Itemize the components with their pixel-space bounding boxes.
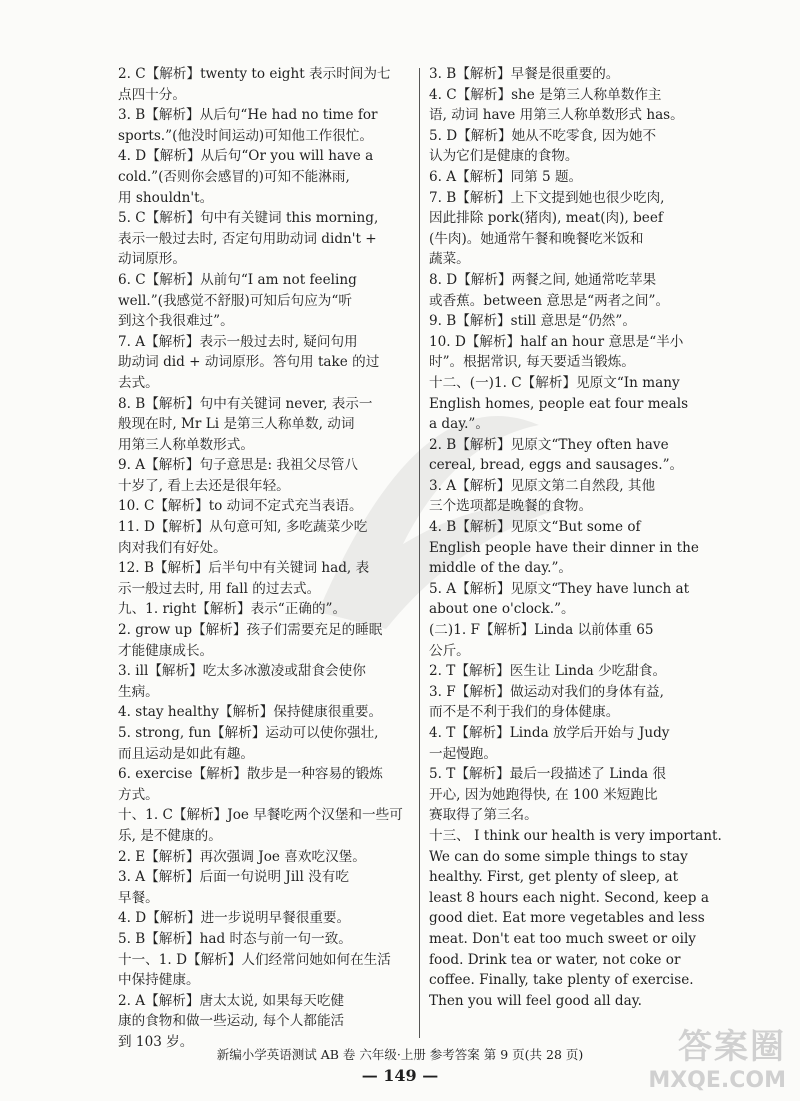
text-line: 2. B【解析】见原文“They often have (429, 436, 669, 453)
text-line: 或香蕉。between 意思是“两者之间”。 (429, 292, 670, 309)
section-heading-9: 九、1. right【解析】表示“正确的”。 (118, 601, 347, 618)
text-line: 5. C【解析】句中有关键词 this morning, (118, 210, 379, 227)
text-line: 6. C【解析】从前句“I am not feeling (118, 271, 357, 288)
text-line: 3. ill【解析】吃太多冰激凌或甜食会使你 (118, 663, 366, 680)
text-line: sports.”(他没时间运动)可知他工作很忙。 (118, 127, 373, 144)
text-line: 2. C【解析】twenty to eight 表示时间为七 (118, 66, 391, 82)
text-line: 8. D【解析】两餐之间, 她通常吃苹果 (429, 271, 657, 288)
text-line: a day.”。 (429, 416, 489, 433)
text-line: 去式。 (118, 374, 159, 391)
text-line: 助动词 did + 动词原形。答句用 take 的过 (118, 354, 380, 371)
text-line: about one o'clock.”。 (429, 601, 575, 618)
text-line: coffee. Finally, take plenty of exercise. (429, 972, 694, 989)
left-column (118, 64, 406, 1053)
text-line: 5. strong, fun【解析】运动可以使你强壮, (118, 725, 379, 741)
text-line: 表示一般过去时, 否定句用助动词 didn't + (118, 230, 377, 247)
text-line: (牛肉)。她通常午餐和晚餐吃米饭和 (429, 230, 644, 247)
text-line: 11. D【解析】从句意可知, 多吃蔬菜少吃 (118, 519, 368, 536)
site-logo-text: 答案圈 (678, 1027, 786, 1067)
text-line: 十岁了, 看上去还是很年轻。 (118, 477, 290, 494)
text-line: middle of the day.”。 (429, 560, 573, 577)
text-line: 4. B【解析】见原文“But some of (429, 519, 641, 536)
text-line: 4. D【解析】进一步说明早餐很重要。 (118, 910, 351, 927)
text-line: 4. D【解析】从后句“Or you will have a (118, 148, 374, 165)
text-line: 因此排除 pork(猪肉), meat(肉), beef (429, 210, 663, 227)
section-heading-13: 十三、 I think our health is very important. (429, 827, 722, 844)
text-line: 而且运动是如此有趣。 (118, 745, 254, 762)
text-line: 4. C【解析】she 是第三人称单数作主 (429, 86, 662, 103)
text-line: 2. A【解析】唐太太说, 如果每天吃健 (118, 992, 345, 1009)
footer-book-info: 新编小学英语测试 AB 卷 六年级·上册 参考答案 第 9 页(共 28 页) (216, 1047, 584, 1062)
text-line: 2. E【解析】再次强调 Joe 喜欢吃汉堡。 (118, 848, 366, 865)
right-column (429, 64, 731, 1011)
column-divider (419, 68, 420, 1038)
text-line: 语, 动词 have 用第三人称单数形式 has。 (429, 107, 684, 124)
text-line: 点四十分。 (118, 86, 186, 103)
text-line: 康的食物和做一些运动, 每个人都能活 (118, 1013, 345, 1030)
text-line: 公斤。 (429, 642, 470, 659)
text-line: 时”。根据常识, 每天要适当锻炼。 (429, 354, 635, 371)
text-line: 10. D【解析】half an hour 意思是“半小 (429, 333, 684, 350)
text-line: meat. Don't eat too much sweet or oily (429, 930, 696, 947)
text-line: 3. B【解析】早餐是很重要的。 (429, 66, 620, 82)
text-line: 动词原形。 (118, 251, 186, 268)
text-line: 赛取得了第三名。 (429, 807, 538, 824)
text-line: well.”(我感觉不舒服)可知后句应为“听 (118, 292, 352, 309)
text-line: 而不是不利于我们的身体健康。 (429, 704, 620, 721)
text-line: 用 shouldn't。 (118, 189, 214, 206)
text-line: 2. T【解析】医生让 Linda 少吃甜食。 (429, 663, 667, 680)
text-line: 6. A【解析】同第 5 题。 (429, 168, 583, 185)
text-line: 7. B【解析】上下文提到她也很少吃肉, (429, 189, 665, 206)
text-line: least 8 hours each night. Second, keep a (429, 889, 709, 906)
text-line: 方式。 (118, 786, 159, 803)
text-line: 蔬菜。 (429, 251, 470, 268)
text-line: 认为它们是健康的食物。 (429, 148, 579, 165)
text-line: 一起慢跑。 (429, 745, 497, 762)
text-line: cereal, bread, eggs and sausages.”。 (429, 457, 684, 474)
text-line: 10. C【解析】to 动词不定式充当表语。 (118, 498, 363, 515)
text-line: Then you will feel good all day. (429, 992, 642, 1009)
text-line: 6. exercise【解析】散步是一种容易的锻炼 (118, 766, 383, 783)
text-line: 3. F【解析】做运动对我们的身体有益, (429, 683, 664, 700)
text-line: 12. B【解析】后半句中有关键词 had, 表 (118, 560, 370, 577)
text-line: 三个选项都是晚餐的食物。 (429, 498, 593, 515)
text-line: healthy. First, get plenty of sleep, at (429, 869, 679, 886)
text-line: 8. B【解析】句中有关键词 never, 表示一 (118, 395, 373, 412)
text-line: 到这个我很难过”。 (118, 313, 234, 330)
text-line: 3. A【解析】见原文第二自然段, 其他 (429, 477, 656, 494)
text-line: 生病。 (118, 683, 159, 700)
text-line: 示一般过去时, 用 fall 的过去式。 (118, 580, 321, 597)
text-line: 用第三人称单数形式。 (118, 436, 254, 453)
text-line: 5. A【解析】见原文“They have lunch at (429, 580, 690, 597)
text-line: 9. B【解析】still 意思是“仍然”。 (429, 313, 636, 330)
text-line: 乐, 是不健康的。 (118, 827, 222, 844)
text-line: (二)1. F【解析】Linda 以前体重 65 (429, 622, 654, 639)
page-number: — 149 — (361, 1066, 439, 1085)
section-heading-12: 十二、(一)1. C【解析】见原文“In many (429, 374, 680, 391)
text-line: 5. D【解析】她从不吃零食, 因为她不 (429, 127, 657, 144)
text-line: We can do some simple things to stay (429, 848, 688, 865)
site-logo (648, 1019, 786, 1093)
site-logo-domain: MXQE.COM (648, 1068, 786, 1093)
section-heading-10: 十、1. C【解析】Joe 早餐吃两个汉堡和一些可 (118, 807, 403, 824)
text-line: 5. B【解析】had 时态与前一句一致。 (118, 930, 352, 947)
text-line: 才能健康成长。 (118, 642, 214, 659)
text-line: 4. stay healthy【解析】保持健康很重要。 (118, 704, 383, 721)
text-line: 3. B【解析】从后句“He had no time for (118, 107, 378, 124)
text-line: 早餐。 (118, 889, 159, 906)
text-line: 3. A【解析】后面一句说明 Jill 没有吃 (118, 869, 349, 886)
text-line: 肉对我们有好处。 (118, 539, 227, 556)
text-line: 4. T【解析】Linda 放学后开始与 Judy (429, 725, 670, 741)
text-line: 5. T【解析】最后一段描述了 Linda 很 (429, 766, 667, 783)
text-line: good diet. Eat more vegetables and less (429, 910, 705, 927)
section-heading-11: 十一、1. D【解析】人们经常问她如何在生活 (118, 951, 391, 968)
text-line: food. Drink tea or water, not coke or (429, 951, 681, 968)
text-line: English people have their dinner in the (429, 539, 699, 556)
text-line: English homes, people eat four meals (429, 395, 689, 412)
text-line: 般现在时, Mr Li 是第三人称单数, 动词 (118, 416, 355, 433)
text-line: 7. A【解析】表示一般过去时, 疑问句用 (118, 333, 358, 350)
text-line: 9. A【解析】句子意思是: 我祖父尽管八 (118, 457, 358, 474)
text-line: 中保持健康。 (118, 972, 200, 989)
text-line: 2. grow up【解析】孩子们需要充足的睡眠 (118, 622, 383, 639)
text-line: cold.”(否则你会感冒的)可知不能淋雨, (118, 168, 350, 185)
text-line: 开心, 因为她跑得快, 在 100 米短跑比 (429, 786, 658, 803)
text-line: 到 103 岁。 (118, 1033, 194, 1050)
